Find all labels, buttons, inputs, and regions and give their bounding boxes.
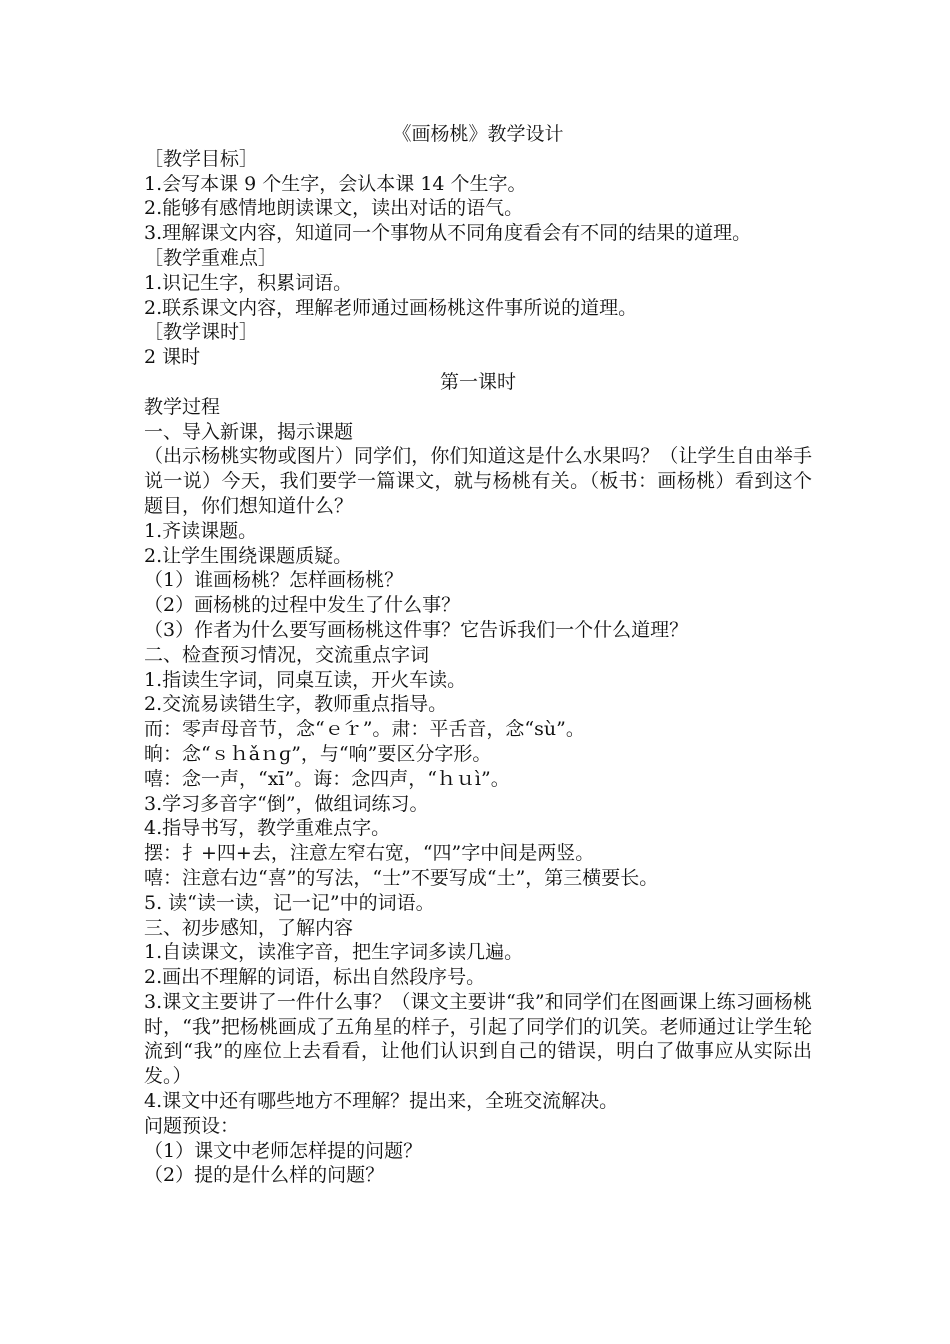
list-item: 3.学习多音字“倒”，做组词练习。 — [144, 792, 429, 815]
sub-item: （3）作者为什么要写画杨桃这件事？它告诉我们一个什么道理？ — [144, 618, 689, 641]
list-item: 1.指读生字词，同桌互读，开火车读。 — [144, 668, 467, 691]
heading-periods: ［教学课时］ — [144, 321, 259, 344]
step-heading: 二、检查预习情况，交流重点字词 — [144, 643, 430, 666]
heading-key-points: ［教学重难点］ — [144, 246, 278, 269]
writing-note: 摆：扌+四+去，注意左窄右宽，“四”字中间是两竖。 — [144, 842, 595, 865]
list-item: 2.画出不理解的词语，标出自然段序号。 — [144, 966, 486, 989]
step-heading: 三、初步感知，了解内容 — [144, 916, 354, 939]
process-heading: 教学过程 — [144, 395, 221, 418]
section-heading: 第一课时 — [439, 370, 516, 393]
key-point-item: 2.联系课文内容，理解老师通过画杨桃这件事所说的道理。 — [144, 296, 638, 319]
sub-item: （2）提的是什么样的问题？ — [144, 1164, 385, 1187]
list-item: 5. 读“读一读，记一记”中的词语。 — [144, 891, 435, 914]
pronunciation-note: 晌：念“ｓｈǎｎɡ”，与“响”要区分字形。 — [144, 742, 492, 765]
paragraph: （出示杨桃实物或图片）同学们，你们知道这是什么水果吗？（让学生自由举手说一说）今天，我们要学一篇课文，就与杨桃有关。（板书：画杨桃）看到这个题目，你们想知道什么？ — [144, 445, 812, 517]
writing-note: 嘻：注意右边“喜”的写法，“士”不要写成“土”，第三横要长。 — [144, 866, 659, 889]
pronunciation-note: 而：零声母音节，念“ｅ́ｒ”。肃：平舌音，念“sù”。 — [144, 718, 585, 741]
list-item: 3.课文主要讲了一件什么事？（课文主要讲“我”和同学们在图画课上练习画杨桃时，“我”把杨桃画成了五角星的样子，引起了同学们的讥笑。老师通过让学生轮流到“我”的座位上去看看，让他们认识到自己的错误，明白了做事应从实际出发。） — [144, 990, 812, 1088]
list-item: 2.交流易读错生字，教师重点指导。 — [144, 693, 448, 716]
pronunciation-note: 嘻：念一声，“xī”。诲：念四声，“ｈｕì”。 — [144, 767, 510, 790]
list-item: 4.指导书写，教学重难点字。 — [144, 817, 391, 840]
periods-value: 2 课时 — [144, 346, 201, 369]
objective-item: 3.理解课文内容，知道同一个事物从不同角度看会有不同的结果的道理。 — [144, 222, 752, 245]
question-preset-heading: 问题预设： — [144, 1114, 240, 1137]
list-item: 4.课文中还有哪些地方不理解？提出来，全班交流解决。 — [144, 1090, 619, 1113]
key-point-item: 1.识记生字，积累词语。 — [144, 271, 353, 294]
sub-item: （1）谁画杨桃？怎样画杨桃？ — [144, 569, 404, 592]
list-item: 1.自读课文，读准字音，把生字词多读几遍。 — [144, 941, 524, 964]
objective-item: 2.能够有感情地朗读课文，读出对话的语气。 — [144, 197, 524, 220]
sub-item: （1）课文中老师怎样提的问题？ — [144, 1139, 423, 1162]
sub-item: （2）画杨桃的过程中发生了什么事？ — [144, 594, 461, 617]
objective-item: 1.会写本课 9 个生字，会认本课 14 个生字。 — [144, 172, 527, 195]
heading-objectives: ［教学目标］ — [144, 147, 259, 170]
document-title: 《画杨桃》教学设计 — [392, 123, 564, 145]
list-item: 1.齐读课题。 — [144, 519, 258, 542]
list-item: 2.让学生围绕课题质疑。 — [144, 544, 353, 567]
step-heading: 一、导入新课，揭示课题 — [144, 420, 354, 443]
document-page — [144, 122, 812, 1188]
